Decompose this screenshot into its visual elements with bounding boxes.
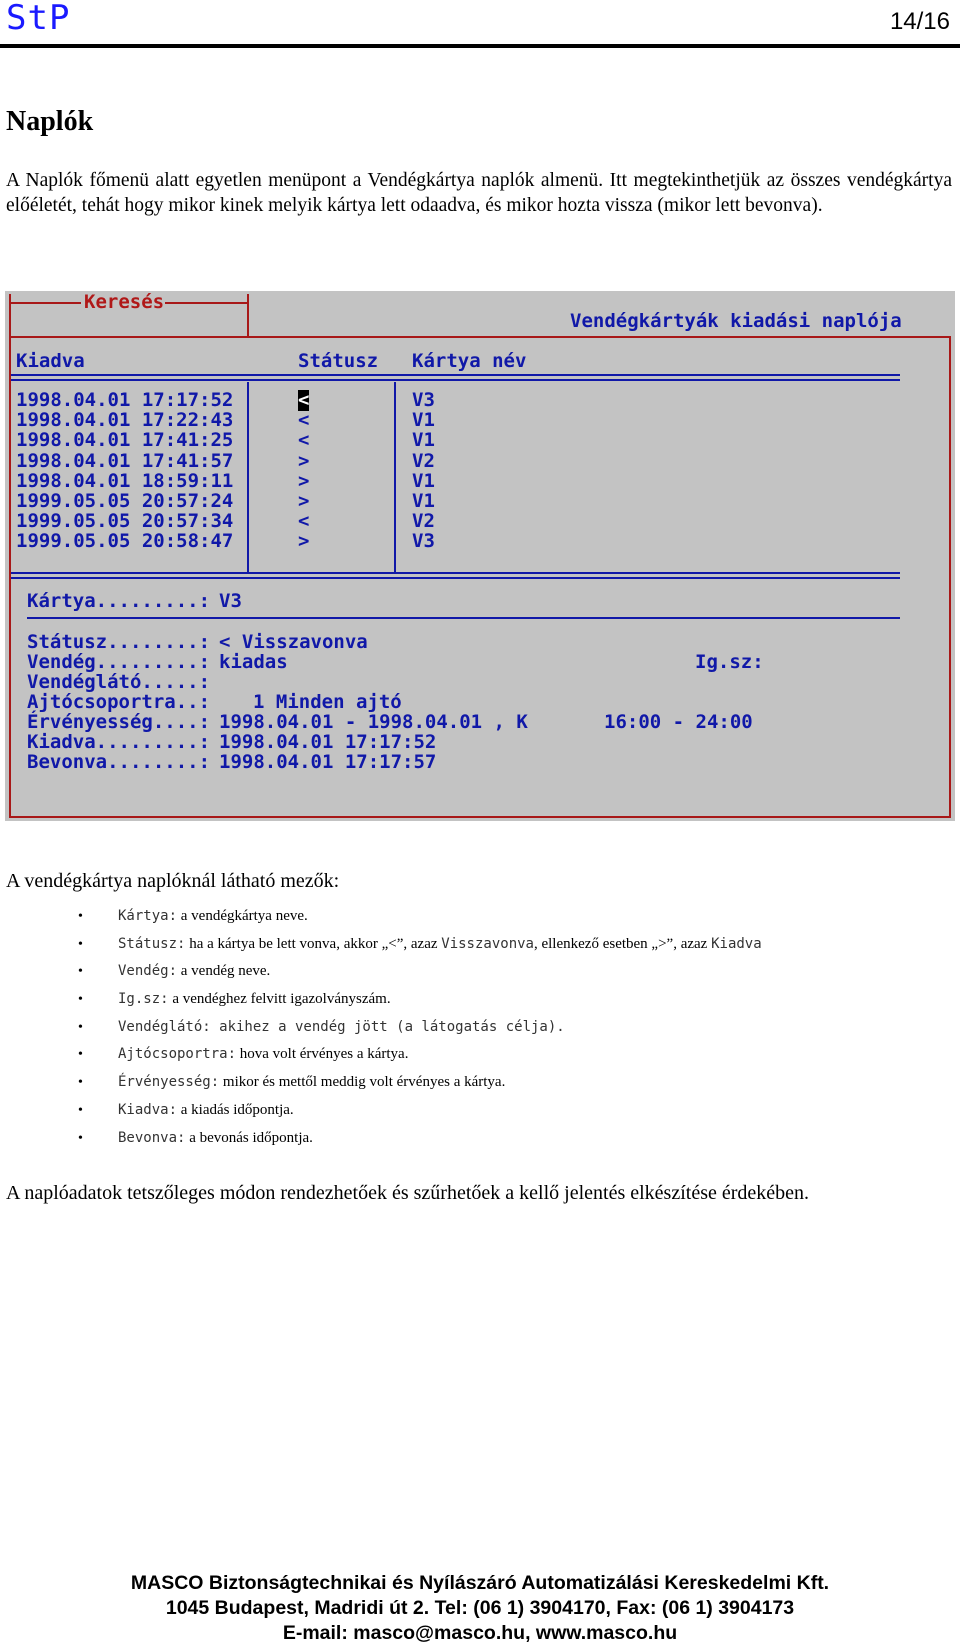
intro-paragraph: A Naplók főmenü alatt egyetlen menüpont a Vendégkártya naplók almenü. Itt megtekinthetjük az összes vendégkártya előéletét, tehát hogy mikor kinek melyik kártya lett odaadva, és mikor hozta vissza (mikor lett bevonva). xyxy=(6,170,952,216)
field-term: Ajtócsoportra: xyxy=(118,1046,237,1063)
detail-validity-value: 1998.04.01 - 1998.04.01 , K xyxy=(219,711,528,733)
section-title: Naplók xyxy=(6,106,94,137)
detail-guest-value: kiadas xyxy=(219,651,288,673)
log-row-issued[interactable]: 1998.04.01 17:17:52 xyxy=(16,389,234,411)
field-term: Kiadva: xyxy=(118,1101,178,1118)
field-desc: mikor és mettől meddig volt érvényes a kártya. xyxy=(219,1074,506,1091)
log-row-card[interactable]: V2 xyxy=(412,449,435,472)
detail-validity-label: Érvényesség....: xyxy=(27,711,211,733)
search-label[interactable]: Keresés xyxy=(84,291,165,313)
log-row-status[interactable]: < xyxy=(298,409,310,432)
field-desc: , ellenkező esetben „>”, azaz xyxy=(533,935,712,952)
log-row-issued[interactable]: 1998.04.01 17:41:57 xyxy=(16,449,234,472)
log-row-issued[interactable]: 1998.04.01 17:22:43 xyxy=(16,409,234,432)
log-row-status[interactable]: < xyxy=(298,389,310,411)
footer-contact: E-mail: masco@masco.hu, www.masco.hu xyxy=(282,1622,678,1644)
detail-host-label: Vendéglátó.....: xyxy=(27,671,211,693)
log-row-issued[interactable]: 1999.05.05 20:57:24 xyxy=(16,490,234,512)
column-header-issued[interactable]: Kiadva xyxy=(16,350,85,372)
field-item xyxy=(70,1125,950,1153)
field-desc: a vendéghez felvitt igazolványszám. xyxy=(168,991,391,1008)
field-term: Visszavonva xyxy=(441,935,534,952)
field-item xyxy=(70,1097,950,1125)
log-row-status[interactable]: < xyxy=(298,429,310,452)
field-term: Státusz: xyxy=(118,935,186,952)
field-item xyxy=(70,1041,950,1069)
detail-card-label: Kártya.........: xyxy=(27,590,211,612)
log-row-issued[interactable]: 1998.04.01 18:59:11 xyxy=(16,469,234,492)
log-title: Vendégkártyák kiadási naplója xyxy=(570,310,902,332)
detail-status-value: < Visszavonva xyxy=(219,631,368,653)
log-row-card[interactable]: V1 xyxy=(412,469,435,492)
log-row-issued[interactable]: 1998.04.01 17:41:25 xyxy=(16,429,234,452)
detail-issued-label: Kiadva.........: xyxy=(27,731,211,753)
footer-company: MASCO Biztonságtechnikai és Nyílászáró Automatizálási Kereskedelmi Kft. xyxy=(130,1572,830,1594)
bullet-icon: • xyxy=(78,992,83,1008)
log-row-card[interactable]: V2 xyxy=(412,510,435,533)
field-item xyxy=(70,958,950,986)
field-desc: a kiadás időpontja. xyxy=(177,1101,294,1118)
bullet-icon: • xyxy=(78,1047,83,1063)
field-item xyxy=(70,931,950,959)
field-item xyxy=(70,986,950,1014)
field-item xyxy=(70,1014,950,1042)
field-term: Kártya: xyxy=(118,908,178,924)
field-desc: ha a kártya be lett vonva, akkor „<”, azaz xyxy=(185,935,442,952)
log-row-card[interactable]: V1 xyxy=(412,490,435,512)
bullet-icon: • xyxy=(78,964,83,980)
log-row-issued[interactable]: 1999.05.05 20:58:47 xyxy=(16,530,234,553)
field-item xyxy=(70,903,950,931)
closing-paragraph: A naplóadatok tetszőleges módon rendezhetőek és szűrhetőek a kellő jelentés elkészítése érdekében. xyxy=(6,1182,810,1204)
field-desc: hova volt érvényes a kártya. xyxy=(236,1046,409,1063)
field-term: Vendég: xyxy=(118,963,178,980)
field-desc: a vendégkártya neve. xyxy=(177,908,308,924)
log-row-status[interactable]: > xyxy=(298,490,310,512)
field-desc: a bevonás időpontja. xyxy=(185,1129,313,1146)
field-term: Ig.sz: xyxy=(118,991,169,1008)
bullet-icon: • xyxy=(78,1019,83,1035)
detail-idno-label: Ig.sz: xyxy=(695,651,764,673)
field-term: Vendéglátó: akihez a vendég jött (a látogatás célja). xyxy=(118,1018,565,1035)
bullet-icon: • xyxy=(78,1075,83,1091)
log-row-issued[interactable]: 1999.05.05 20:57:34 xyxy=(16,510,234,533)
field-term: Bevonva: xyxy=(118,1129,186,1146)
log-row-card[interactable]: V3 xyxy=(412,389,435,411)
detail-guest-label: Vendég.........: xyxy=(27,651,211,673)
page-number: 14/16 xyxy=(889,8,950,35)
terminal-screenshot xyxy=(5,291,955,821)
column-header-status[interactable]: Státusz xyxy=(298,350,379,372)
company-logo: StP xyxy=(6,0,71,38)
field-term: Kiadva xyxy=(711,935,762,952)
detail-card-value: V3 xyxy=(219,590,242,612)
bullet-icon: • xyxy=(78,909,83,924)
field-term: Érvényesség: xyxy=(118,1074,220,1091)
log-row-card[interactable]: V3 xyxy=(412,530,435,553)
bullet-icon: • xyxy=(78,1102,83,1118)
bullet-icon: • xyxy=(78,1130,83,1146)
footer-address: 1045 Budapest, Madridi út 2. Tel: (06 1) 3904170, Fax: (06 1) 3904173 xyxy=(165,1597,795,1619)
bullet-icon: • xyxy=(78,936,83,952)
field-desc: a vendég neve. xyxy=(177,963,271,980)
detail-validity-time: 16:00 - 24:00 xyxy=(604,711,753,733)
log-row-card[interactable]: V1 xyxy=(412,409,435,432)
log-row-status[interactable]: < xyxy=(298,510,310,533)
fields-list xyxy=(70,903,950,1152)
log-row-status[interactable]: > xyxy=(298,530,310,553)
detail-door-value: 1 Minden ajtó xyxy=(253,691,402,713)
log-row-status[interactable]: > xyxy=(298,449,310,472)
fields-caption: A vendégkártya naplóknál látható mezők: xyxy=(6,870,340,892)
log-row-status[interactable]: > xyxy=(298,469,310,492)
column-header-card[interactable]: Kártya név xyxy=(412,350,527,372)
detail-revoked-value: 1998.04.01 17:17:57 xyxy=(219,751,437,773)
detail-issued-value: 1998.04.01 17:17:52 xyxy=(219,731,437,753)
detail-door-label: Ajtócsoportra..: xyxy=(27,691,211,713)
detail-status-label: Státusz........: xyxy=(27,631,211,653)
field-item xyxy=(70,1069,950,1097)
header-divider xyxy=(0,44,960,48)
footer xyxy=(0,1571,960,1646)
detail-revoked-label: Bevonva........: xyxy=(27,751,211,773)
log-row-card[interactable]: V1 xyxy=(412,429,435,452)
